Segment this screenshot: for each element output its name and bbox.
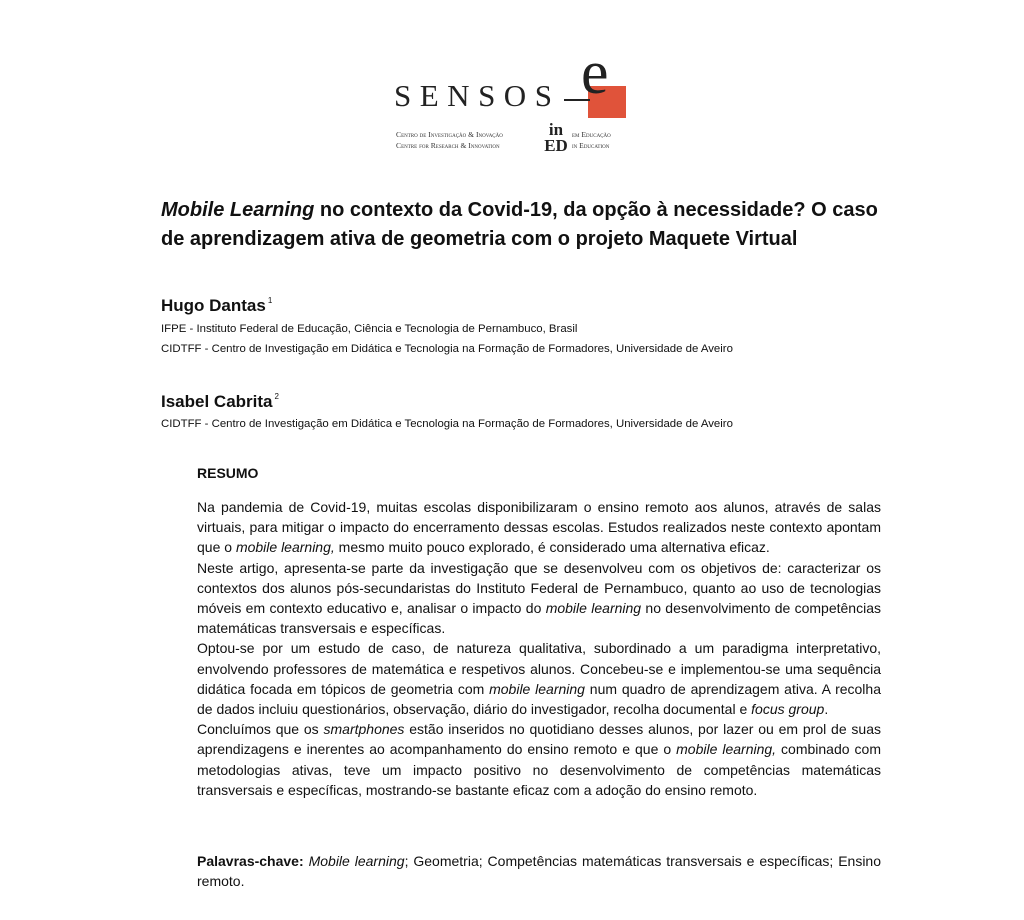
abstract-p4-text-b: estão inseridos no quotidiano desses alunos, por lazer ou em prol de suas aprendizagens e inerentes ao acompanhamento do ensino remoto e que o <box>197 721 882 758</box>
author-1-footnote: 1 <box>267 296 273 305</box>
logo-caption-left <box>396 129 546 151</box>
abstract-paragraph-4 <box>197 719 881 800</box>
abstract-paragraph-1 <box>197 497 881 558</box>
abstract-p2-text-b: no desenvolvimento de competências matemáticas transversais e específicas. <box>197 600 881 637</box>
abstract-p2-text-a: Neste artigo, apresenta-se parte da investigação que se desenvolveu com os objetivos de: caracterizar os contextos dos alunos pós-secundaristas do Instituto Federal de Pernambuco, quanto ao uso de tecnologias móveis em contexto educativo e, analisar o impacto do <box>197 559 881 617</box>
logo-caption-right-1: em Educação <box>572 130 611 139</box>
author-name-2 <box>161 392 279 412</box>
abstract-p1-italic: mobile learning, <box>235 539 335 556</box>
abstract-paragraph-2 <box>197 558 881 639</box>
paper-title-rest: no contexto da Covid-19, da opção à necessidade? O caso de aprendizagem ativa de geometria com o projeto Maquete Virtual <box>161 199 878 250</box>
logo-caption-left-1: Centro de Investigação & Inovação <box>396 130 503 139</box>
abstract-p4-italic: smartphones <box>323 721 405 738</box>
logo-caption-right <box>572 129 652 151</box>
keywords-rest: ; Geometria; Competências matemáticas transversais e específicas; Ensino remoto. <box>197 853 882 890</box>
abstract-p4-italic-2: mobile learning, <box>676 741 777 758</box>
logo-caption-left-2: Centre for Research & Innovation <box>396 141 500 150</box>
author-name-1 <box>161 296 272 316</box>
logo-wordmark: SENSOS <box>394 78 561 113</box>
keywords-label: Palavras-chave: <box>197 853 304 869</box>
logo-ined-top: in <box>548 120 564 139</box>
abstract-p4-text-c: combinado com metodologias ativas, teve um impacto positivo no desenvolvimento de competências matemáticas transversais e específicas, mostrando-se bastante eficaz com a adoção do ensino remoto. <box>197 741 881 798</box>
abstract-heading: RESUMO <box>197 465 259 481</box>
journal-logo <box>392 39 632 163</box>
abstract-p1-text-b: mesmo muito pouco explorado, é considerado uma alternativa eficaz. <box>334 539 770 556</box>
author-1-affiliation-1: IFPE - Instituto Federal de Educação, Ciência e Tecnologia de Pernambuco, Brasil <box>161 323 578 335</box>
abstract-p1-text-a: Na pandemia de Covid-19, muitas escolas disponibilizaram o ensino remoto aos alunos, através de salas virtuais, para mitigar o impacto do encerramento dessas escolas. Estudos realizados neste contexto apontam que o <box>197 499 881 556</box>
logo-ined-mark <box>544 122 568 154</box>
abstract-body <box>197 497 881 800</box>
abstract-paragraph-3 <box>197 638 881 719</box>
abstract-p3-italic: mobile learning <box>489 680 585 697</box>
abstract-p3-text-a: Optou-se por um estudo de caso, de natureza qualitativa, subordinado a um paradigma interpretativo, envolvendo professores de matemática e respetivos alunos. Concebeu-se e implementou-se uma sequência didática focada em tópicos de geometria com <box>197 640 881 697</box>
paper-title-italic: Mobile Learning <box>161 199 315 221</box>
author-1-affiliation-2: CIDTFF - Centro de Investigação em Didática e Tecnologia na Formação de Formadores, Universidade de Aveiro <box>161 343 733 355</box>
paper-title <box>161 196 891 254</box>
abstract-p3-text-b: num quadro de aprendizagem ativa. A recolha de dados incluiu questionários, observação, diário do investigador, recolha documental e <box>197 680 881 718</box>
author-2-affiliation-1: CIDTFF - Centro de Investigação em Didática e Tecnologia na Formação de Formadores, Universidade de Aveiro <box>161 418 733 430</box>
keywords-italic: Mobile learning <box>308 853 405 869</box>
abstract-p3-text-c: . <box>824 701 829 718</box>
abstract-p2-italic: mobile learning <box>545 600 642 617</box>
author-1-name-text: Hugo Dantas <box>161 296 266 315</box>
abstract-p4-text-a: Concluímos que os <box>197 721 324 738</box>
logo-letter-e: e <box>581 39 609 107</box>
logo-caption-right-2: in Education <box>572 141 610 150</box>
author-2-footnote: 2 <box>274 392 279 401</box>
abstract-p3-italic-2: focus group <box>751 701 825 718</box>
logo-ined-bottom: ED <box>544 136 568 155</box>
author-2-name-text: Isabel Cabrita <box>161 392 273 411</box>
keywords <box>197 851 881 891</box>
